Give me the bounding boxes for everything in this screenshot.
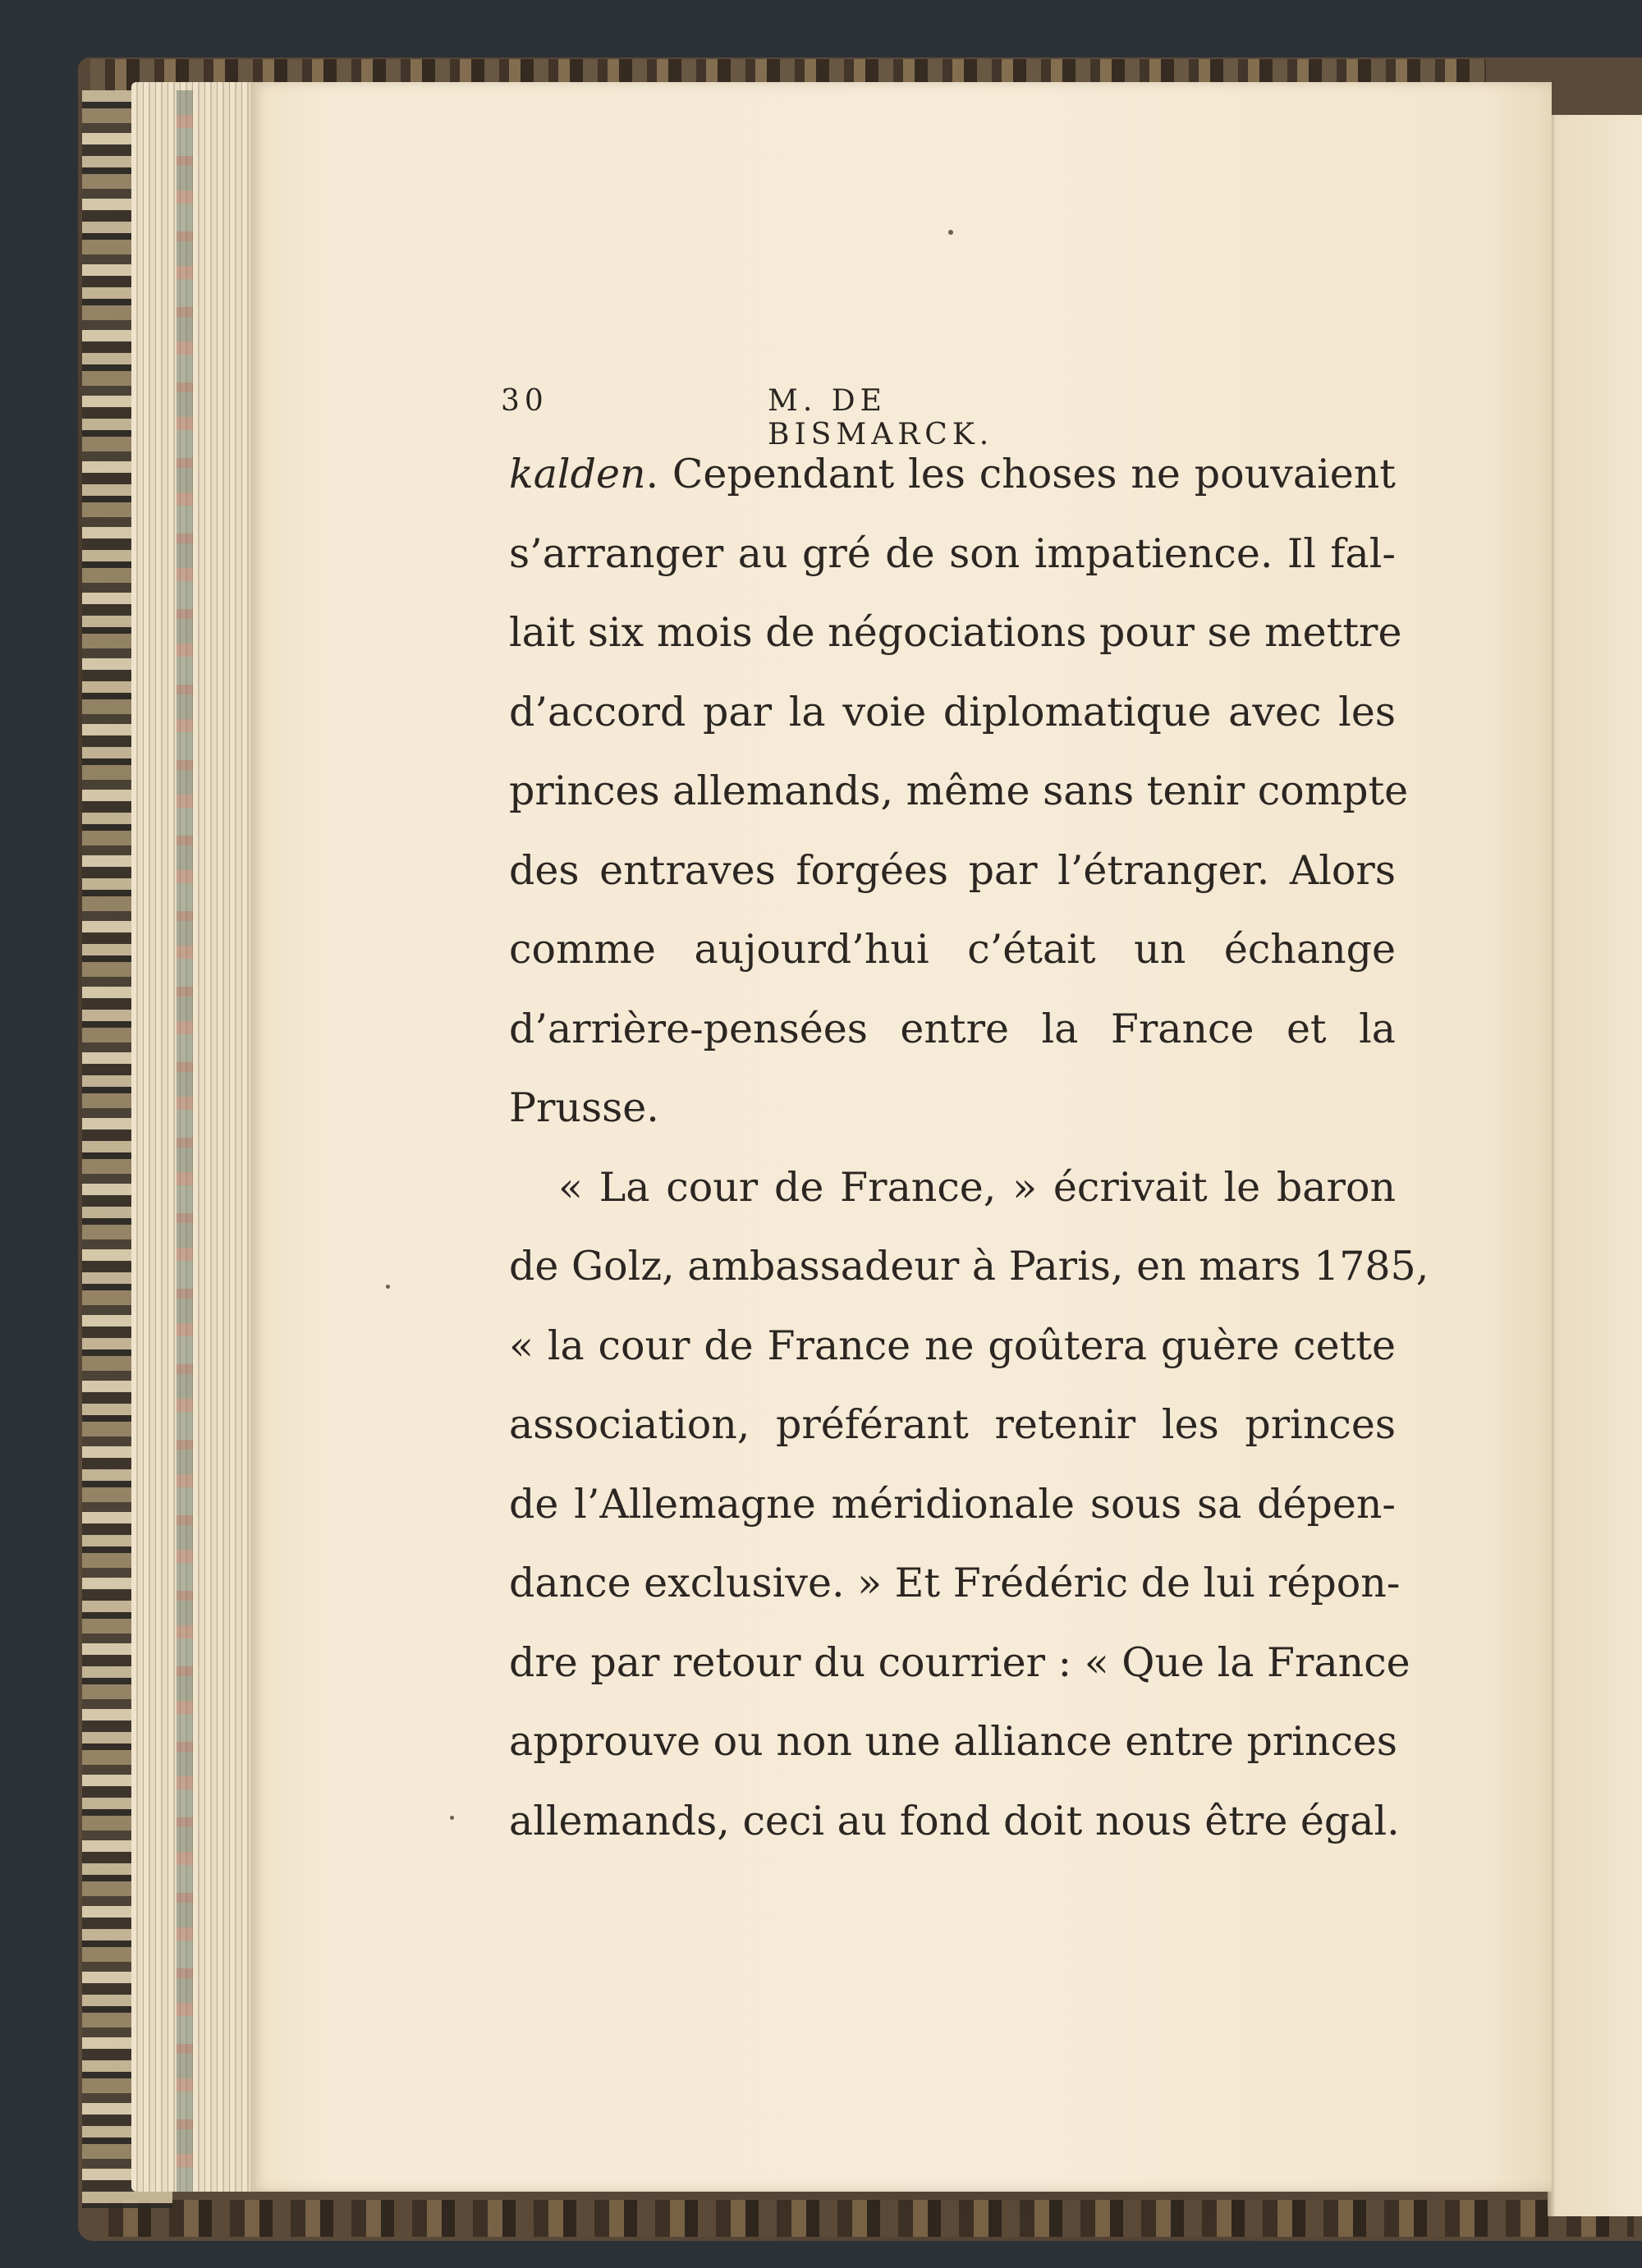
text-line: « la cour de France ne goûtera guère cette <box>509 1322 1396 1369</box>
text-line: dre par retour du courrier : « Que la France <box>509 1638 1410 1686</box>
text-line: de l’Allemagne méridionale sous sa dépen- <box>509 1480 1396 1528</box>
text-line: approuve ou non une alliance entre princes <box>509 1718 1398 1765</box>
text-line: d’arrière-pensées entre la France et la <box>509 1005 1396 1052</box>
paper-speck <box>948 230 953 235</box>
text-line: « La cour de France, » écrivait le baron <box>558 1163 1396 1211</box>
text-line: des entraves forgées par l’étranger. Alors <box>509 846 1396 894</box>
text-line: association, préférant retenir les princes <box>509 1401 1396 1448</box>
running-title: M. DE BISMARCK. <box>768 384 994 451</box>
text-line: Prusse. <box>509 1084 659 1131</box>
text-line: kalden. Cependant les choses ne pouvaient <box>509 451 1396 497</box>
text-line: s’arranger au gré de son impatience. Il fal- <box>509 529 1396 577</box>
body-text <box>509 435 1429 1861</box>
italic-word: kalden <box>509 451 646 497</box>
text-line: allemands, ceci au fond doit nous être égal. <box>509 1797 1400 1844</box>
paper-speck <box>386 1285 390 1289</box>
text-line: dance exclusive. » Et Frédéric de lui répon- <box>509 1560 1401 1606</box>
page-edges-tint <box>177 90 193 2192</box>
page-number: 30 <box>501 384 548 418</box>
text-line: d’accord par la voie diplomatique avec les <box>509 688 1396 735</box>
cover-bottom-edge <box>90 2200 1634 2237</box>
paper-speck <box>450 1816 454 1820</box>
running-head <box>501 384 1108 451</box>
text-line: princes allemands, même sans tenir compte <box>509 767 1409 814</box>
text-line: lait six mois de négociations pour se mettre <box>509 609 1402 656</box>
facing-page-edge <box>1548 115 1642 2216</box>
text-line: de Golz, ambassadeur à Paris, en mars 1785, <box>509 1243 1429 1290</box>
text-line: comme aujourd’hui c’était un échange <box>509 926 1396 973</box>
